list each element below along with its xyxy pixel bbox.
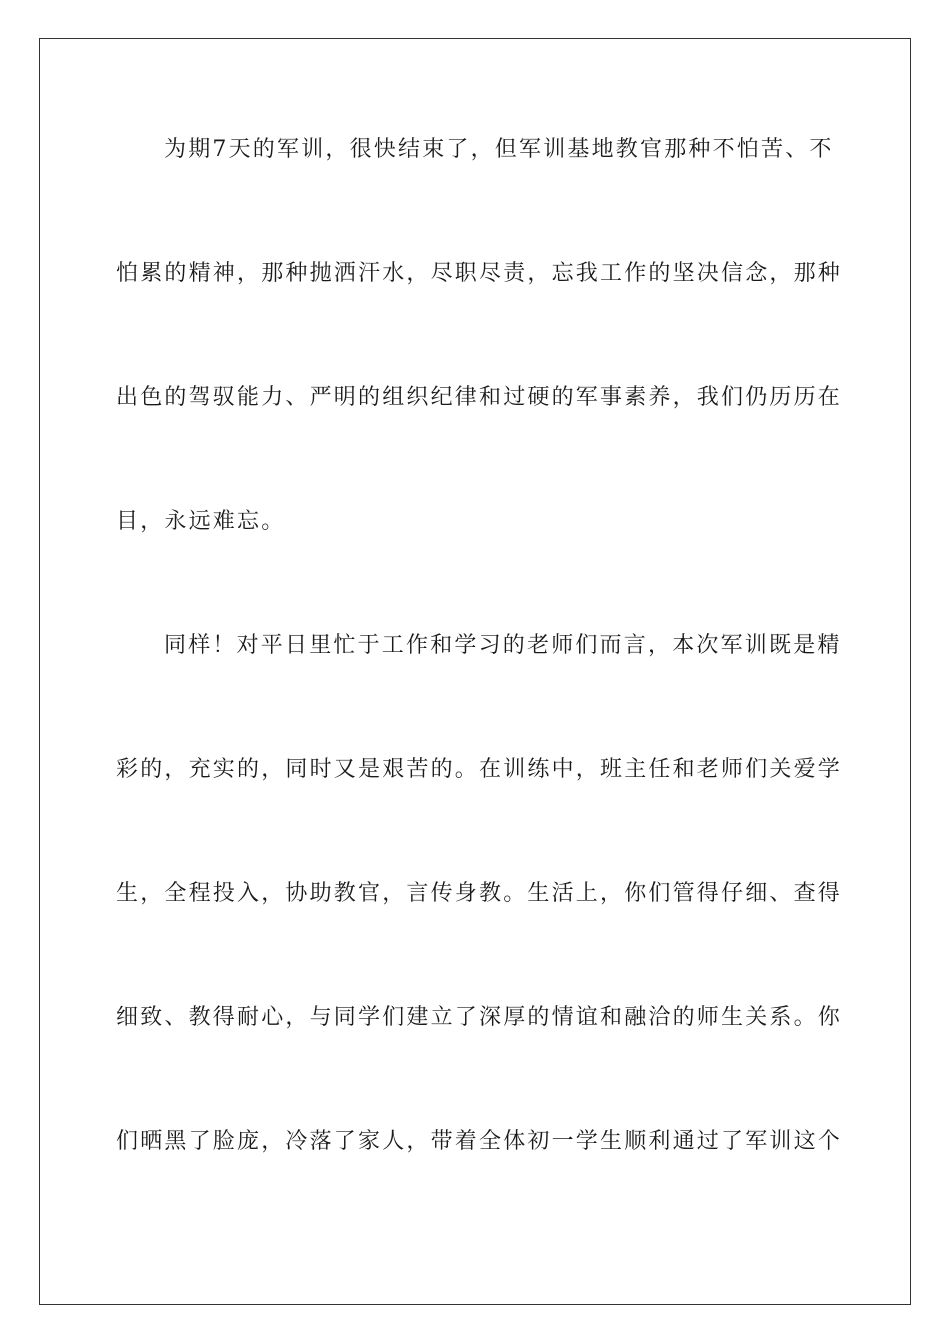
text-line: 为期7天的军训，很快结束了，但军训基地教官那种不怕苦、不	[164, 137, 834, 162]
text-line: 生，全程投入，协助教官，言传身教。生活上，你们管得仔细、查得	[116, 881, 843, 906]
text-line: 怕累的精神，那种抛洒汗水，尽职尽责，忘我工作的坚决信念，那种	[116, 261, 843, 286]
text-line: 目，永远难忘。	[116, 509, 286, 534]
page-border	[39, 38, 911, 1305]
text-line: 们晒黑了脸庞，冷落了家人，带着全体初一学生顺利通过了军训这个	[116, 1129, 843, 1154]
text-line: 同样！对平日里忙于工作和学习的老师们而言，本次军训既是精	[164, 633, 842, 658]
text-line: 彩的，充实的，同时又是艰苦的。在训练中，班主任和老师们关爱学	[116, 757, 843, 782]
text-line: 细致、教得耐心，与同学们建立了深厚的情谊和融洽的师生关系。你	[116, 1005, 843, 1030]
text-line: 出色的驾驭能力、严明的组织纪律和过硬的军事素养，我们仍历历在	[116, 385, 843, 410]
